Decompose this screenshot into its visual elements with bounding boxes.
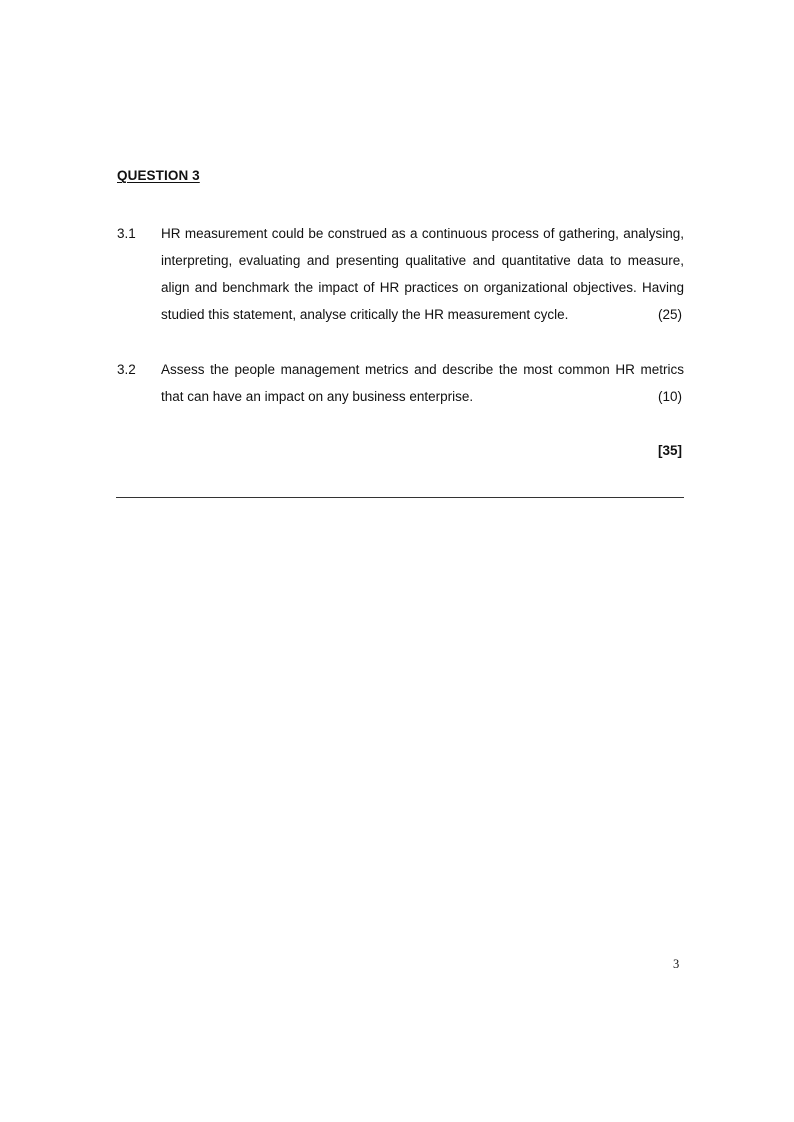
question-number: 3.2 bbox=[117, 362, 136, 377]
page-number: 3 bbox=[673, 957, 680, 971]
question-line: studied this statement, analyse critically the HR measurement cycle. bbox=[161, 307, 569, 322]
question-last-line bbox=[161, 301, 684, 328]
question-line: that can have an impact on any business enterprise. bbox=[161, 389, 474, 404]
question-line: HR measurement could be construed as a continuous process of gathering, analysing, bbox=[161, 226, 684, 241]
question-text bbox=[161, 356, 684, 410]
question-text bbox=[161, 220, 684, 328]
question-3-1 bbox=[117, 220, 684, 330]
total-marks: [35] bbox=[657, 443, 682, 458]
question-marks: (25) bbox=[657, 307, 682, 322]
question-line: align and benchmark the impact of HR practices on organizational objectives. Having bbox=[161, 280, 684, 295]
question-3-2 bbox=[117, 356, 684, 416]
horizontal-divider bbox=[116, 497, 684, 498]
question-line: Assess the people management metrics and describe the most common HR metrics bbox=[161, 362, 684, 377]
question-heading: QUESTION 3 bbox=[117, 168, 200, 183]
question-marks: (10) bbox=[657, 389, 682, 404]
question-last-line bbox=[161, 383, 684, 410]
question-line: interpreting, evaluating and presenting qualitative and quantitative data to measure, bbox=[161, 253, 684, 268]
question-number: 3.1 bbox=[117, 226, 136, 241]
